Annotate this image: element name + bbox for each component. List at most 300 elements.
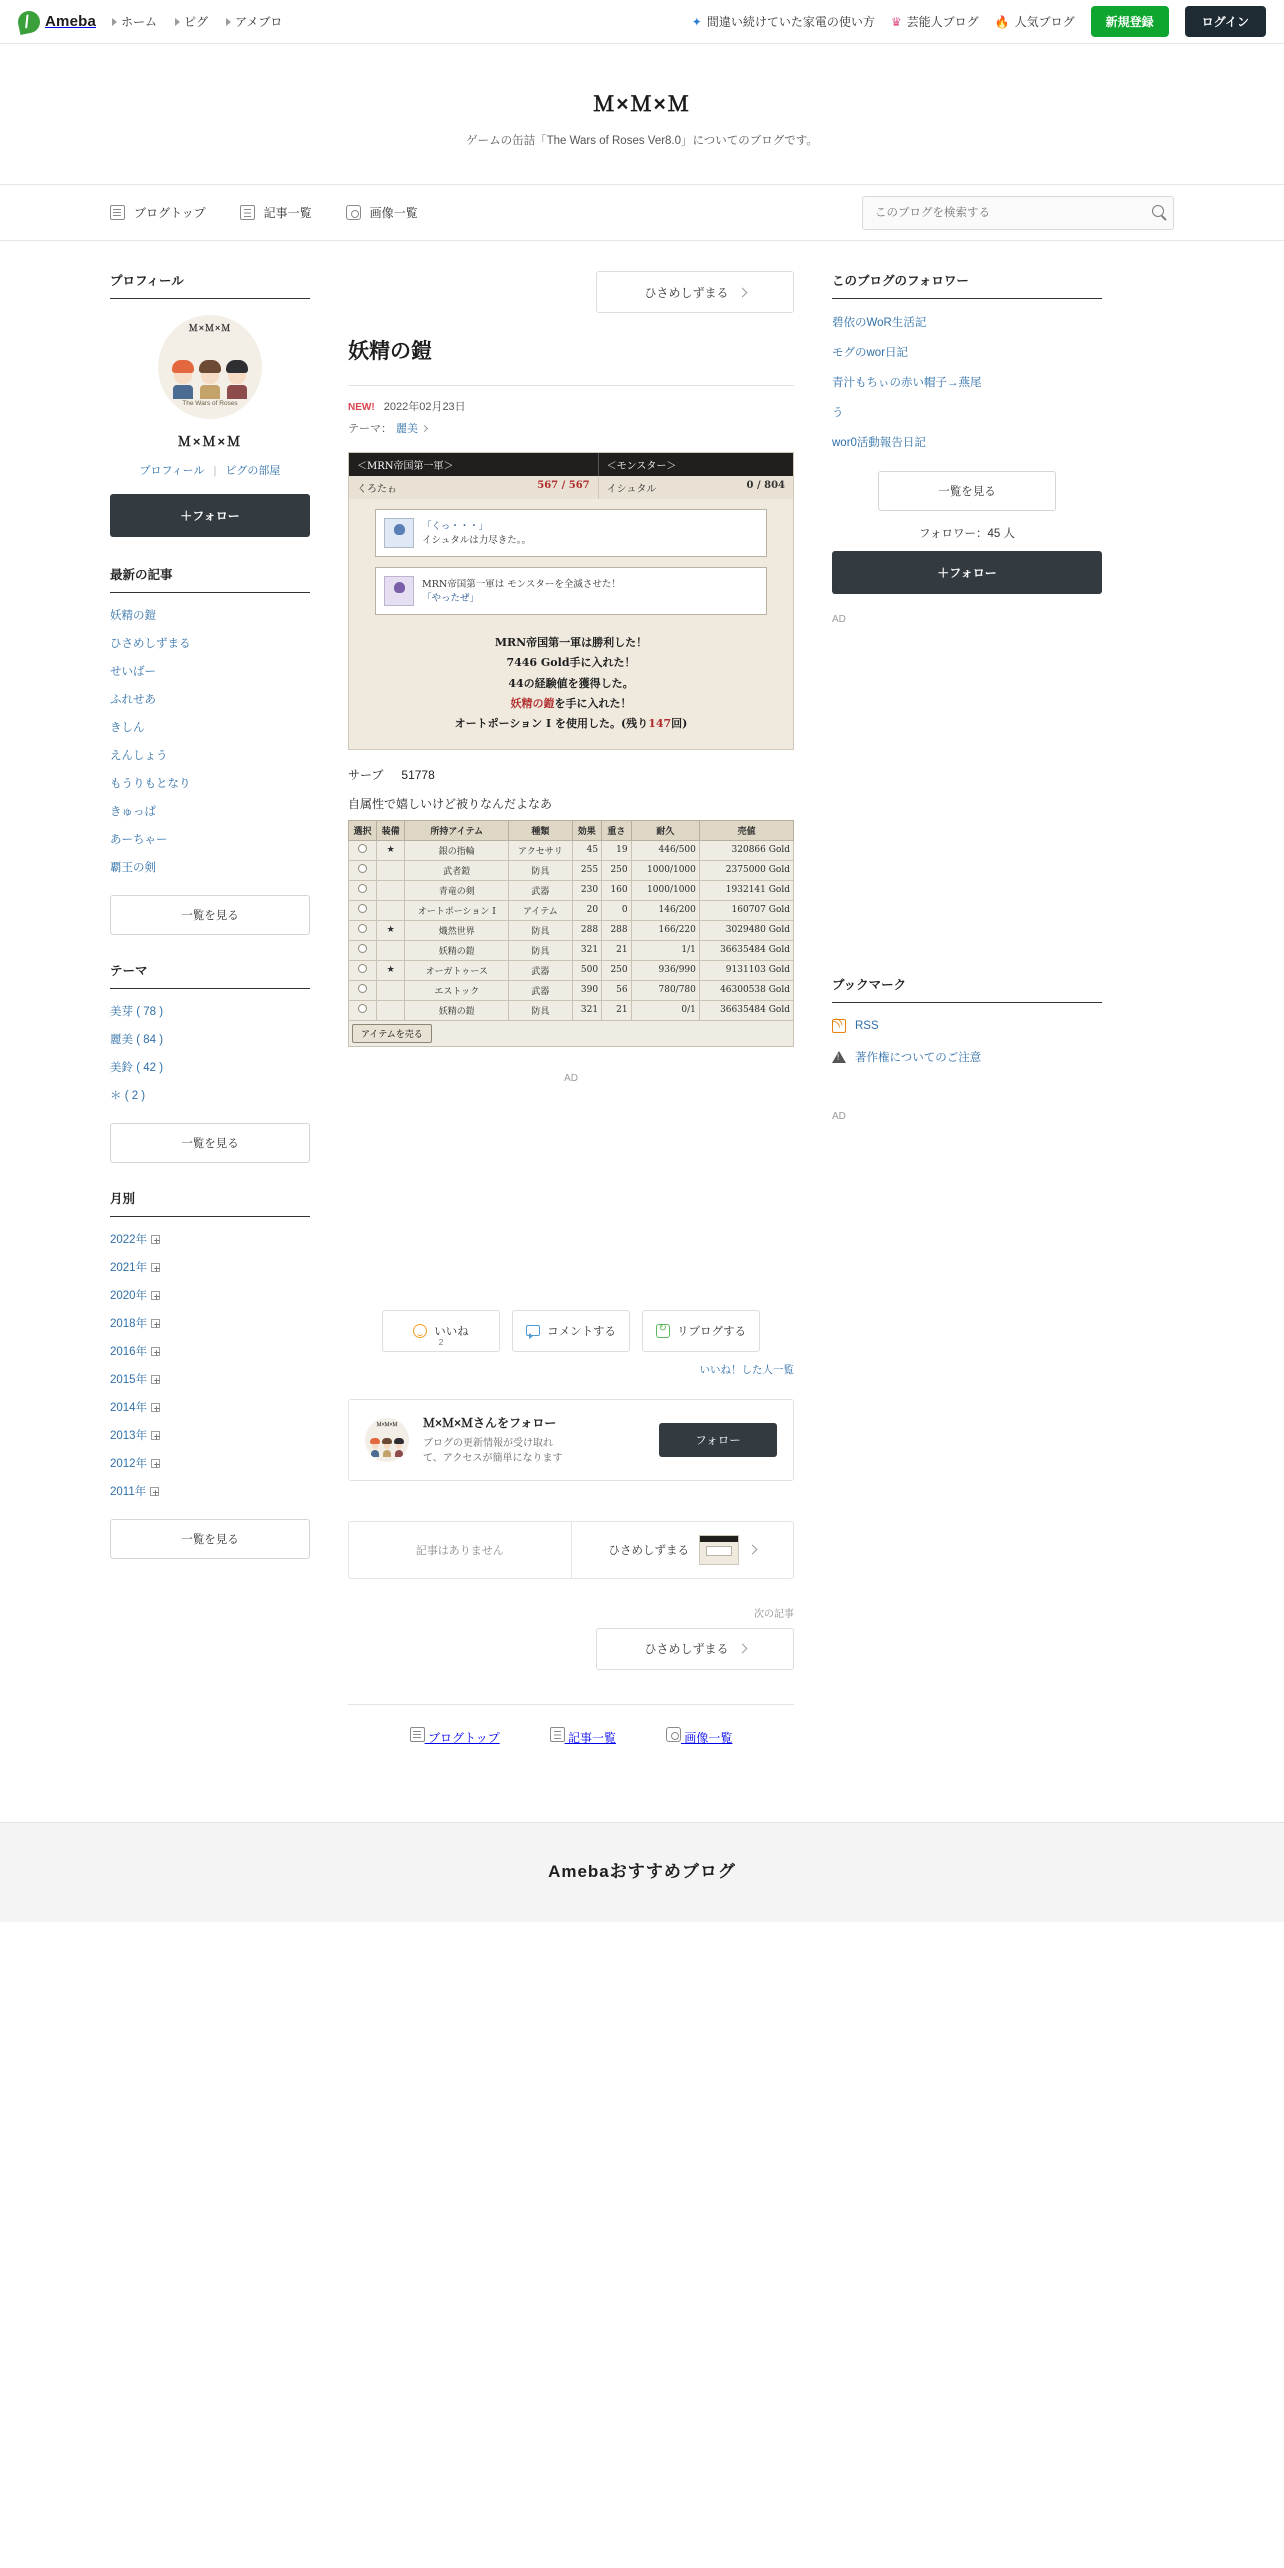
bottomnav-label: ブログトップ [427,1730,500,1745]
blognav-item-blogtop[interactable] [110,204,206,221]
row-type-cell: 武器 [509,980,572,1000]
row-weight-cell: 250 [602,860,632,880]
bottomnav-item-entrylist[interactable] [550,1727,616,1746]
page-grid [0,241,1284,1768]
expand-plus-icon[interactable] [150,1487,159,1496]
theme-link[interactable]: ＊ ( 2 ) [110,1090,146,1102]
avatar-character [370,1438,380,1457]
month-link[interactable]: 2012年 [110,1458,148,1470]
follow-card [348,1399,794,1481]
monthly-more-button[interactable]: 一覧を見る [110,1519,310,1559]
expand-plus-icon[interactable] [151,1459,160,1468]
result-item-suffix: を手に入れた！ [554,697,632,711]
row-select-cell[interactable] [349,980,377,1000]
row-price-cell: 3029480 Gold [699,920,793,940]
row-durability-cell: 166/220 [631,920,699,940]
row-type-cell: 武器 [509,960,572,980]
table-row[interactable] [349,980,794,1000]
profile-name: Ｍ×Ｍ×Ｍ [177,434,243,449]
global-header [0,0,1284,44]
recent-entries-list [110,601,310,881]
avatar-title: Ｍ×Ｍ×Ｍ [376,1421,398,1428]
bookmark-item-rss[interactable] [832,1011,1102,1041]
triangle-icon [175,18,180,26]
column-header-weight: 重さ [602,820,632,840]
chevron-right-icon [737,287,747,297]
avatar-characters [172,353,248,399]
row-type-cell: 武器 [509,880,572,900]
promo-celebrity-blogs[interactable] [891,13,979,30]
recent-entry-link[interactable]: ふれせあ [110,694,156,706]
liked-users-link-wrap [348,1362,794,1377]
table-footer-row [349,1020,794,1046]
list-item[interactable] [832,367,1102,397]
profile-heading: プロフィール [110,271,310,299]
result-item-name: 妖精の鎧 [510,697,555,711]
follower-link[interactable]: wor0活動報告日記 [832,437,926,449]
row-item-cell: 青竜の剣 [405,880,509,900]
reblog-button[interactable] [642,1310,760,1352]
blognav-label: 画像一覧 [369,206,418,220]
left-sidebar [110,271,310,1585]
message-text [422,518,531,548]
next-entry-thumbnail [699,1535,739,1565]
table-row[interactable] [349,1000,794,1020]
search-icon[interactable] [1152,205,1164,217]
bookmark-item-copyright[interactable] [832,1041,1102,1073]
comment-icon [526,1325,540,1336]
list-item[interactable] [110,1449,310,1477]
column-header-durability: 耐久 [631,820,699,840]
next-entry-caption: 次の記事 [754,1608,794,1620]
profile-link[interactable]: プロフィール [139,465,205,477]
month-link[interactable]: 2013年 [110,1430,148,1442]
message-line: 「やったぜ」 [422,593,480,604]
follow-button-right[interactable]: ＋フォロー [832,551,1102,594]
result-line: 7446 Gold手に入れた！ [506,656,636,670]
recent-entry-link[interactable]: ひさめしずまる [110,638,191,650]
month-link[interactable]: 2014年 [110,1402,148,1414]
entry-theme [348,420,794,436]
followers-more-button[interactable]: 一覧を見る [878,471,1056,511]
list-icon [240,205,255,220]
row-price-cell: 1932141 Gold [699,880,793,900]
row-item-cell: オーガトゥース [405,960,509,980]
rss-icon [832,1019,846,1033]
list-item[interactable] [110,797,310,825]
ameba-logo-text: Ameba [45,13,97,30]
table-row[interactable] [349,900,794,920]
list-item[interactable] [110,1225,310,1253]
theme-link[interactable]: 美芽 ( 78 ) [110,1006,164,1018]
row-equip-cell: ★ [377,960,405,980]
footer-title: Amebaおすすめブログ [548,1861,736,1881]
row-select-cell[interactable] [349,920,377,940]
row-weight-cell: 21 [602,1000,632,1020]
next-entry-button-top[interactable] [596,271,794,313]
avatar-character [199,360,221,399]
expand-plus-icon[interactable] [151,1347,160,1356]
serve-label: サーブ [348,767,384,782]
column-header-item: 所持アイテム [405,820,509,840]
avatar [158,315,262,419]
bookmark-label[interactable]: RSS [855,1020,879,1032]
row-effect-cell: 45 [572,840,602,860]
smiley-icon [413,1324,427,1338]
recent-entries-heading: 最新の記事 [110,565,310,593]
nav-item-ameblo[interactable] [226,13,282,30]
avatar-character [172,360,194,399]
warning-icon [832,1051,846,1063]
row-select-cell[interactable] [349,900,377,920]
list-item[interactable] [110,1253,310,1281]
list-item[interactable] [110,713,310,741]
list-item[interactable] [110,1053,310,1081]
comment-button[interactable] [512,1310,630,1352]
ad-label-right-1: AD [832,614,846,625]
expand-plus-icon[interactable] [151,1375,160,1384]
row-durability-cell: 446/500 [631,840,699,860]
list-item[interactable] [110,741,310,769]
list-item[interactable] [832,427,1102,457]
row-effect-cell: 321 [572,940,602,960]
row-item-cell: オートポーション I [405,900,509,920]
table-row[interactable] [349,920,794,940]
fire-icon: 🔥 [994,14,1010,29]
next-entry-link[interactable] [571,1522,794,1578]
row-price-cell: 2375000 Gold [699,860,793,880]
hp-row [349,476,793,499]
list-item[interactable] [110,1365,310,1393]
recent-entries-more-button[interactable]: 一覧を見る [110,895,310,935]
potion-line: オートポーション I を使用した。(残り [454,717,649,731]
recent-entry-link[interactable]: せいばー [110,666,156,678]
serve-value: 51778 [401,767,435,782]
row-select-cell[interactable] [349,840,377,860]
follow-card-button[interactable]: フォロー [659,1423,777,1457]
radio-icon[interactable] [358,984,367,993]
avatar-character [382,1438,392,1457]
new-badge: NEW! [348,402,375,413]
row-type-cell: 防具 [509,920,572,940]
recent-entry-link[interactable]: あーちゃー [110,834,168,846]
chevron-right-icon [737,1644,747,1654]
follower-link[interactable]: 青汁もちぃの赤い帽子→燕尾 [832,377,982,389]
sell-button-cell [349,1020,794,1046]
main-content [348,271,794,1768]
list-item[interactable] [110,685,310,713]
battle-message-1 [375,509,767,557]
party-name: くろたゎ [357,484,397,495]
follower-link[interactable]: う [832,407,844,419]
row-type-cell: 防具 [509,860,572,880]
list-item[interactable] [110,1025,310,1053]
like-button[interactable] [382,1310,500,1352]
header-right-group [692,6,1266,37]
recent-entry-link[interactable]: きしん [110,722,145,734]
blognav-item-imagelist[interactable] [346,204,418,221]
next-entry-button-bottom[interactable] [596,1628,794,1670]
row-price-cell: 320866 Gold [699,840,793,860]
promo-label: 人気ブログ [1014,15,1075,29]
blog-title-band [0,44,1284,185]
table-row[interactable] [349,860,794,880]
table-header-row [349,820,794,840]
nav-label: アメブロ [235,15,283,29]
camera-icon [666,1727,681,1742]
list-item[interactable] [110,601,310,629]
recent-entry-link[interactable]: きゅっぱ [110,806,156,818]
followers-heading: このブログのフォロワー [832,271,1102,299]
row-equip-cell [377,900,405,920]
blognav-item-entrylist[interactable] [240,204,312,221]
follower-count: フォロワー：45 人 [919,528,1015,540]
theme-link[interactable]: 美鈴 ( 42 ) [110,1062,164,1074]
party-hp [349,476,598,499]
avatar [365,1418,409,1462]
expand-plus-icon[interactable] [151,1235,160,1244]
result-line: 44の経験値を獲得した。 [508,676,634,690]
row-effect-cell: 288 [572,920,602,940]
row-durability-cell: 780/780 [631,980,699,1000]
message-line: 「くっ・・・」 [422,521,489,532]
entry-theme-link[interactable]: 麗美 [396,423,418,435]
row-item-cell: 武者鎧 [405,860,509,880]
row-durability-cell: 936/990 [631,960,699,980]
radio-icon[interactable] [358,1004,367,1013]
list-item[interactable] [110,657,310,685]
row-item-cell: 銀の指輪 [405,840,509,860]
list-item[interactable] [110,769,310,797]
list-item[interactable] [832,307,1102,337]
like-label: いいね [434,1325,469,1338]
nav-item-home[interactable] [112,13,157,30]
bookmark-label[interactable]: 著作権についてのご注意 [855,1052,982,1064]
party-header: ＜MRN帝国第一軍＞ [357,461,454,472]
expand-plus-icon[interactable] [151,1291,160,1300]
sparkle-icon: ✦ [691,14,702,29]
radio-icon[interactable] [358,964,367,973]
next-entry-label: ひさめしずまる [644,285,729,300]
expand-plus-icon[interactable] [151,1319,160,1328]
radio-icon[interactable] [358,844,367,853]
row-equip-cell [377,940,405,960]
follower-link[interactable]: モグのwor日記 [832,347,909,359]
like-count: 2 [438,1336,444,1347]
leaf-icon [16,8,42,34]
list-item[interactable] [110,1081,310,1109]
battle-message-2 [375,567,767,615]
recent-entry-link[interactable]: もうりもとなり [110,778,191,790]
blognav-label: ブログトップ [134,206,206,220]
list-item[interactable] [832,337,1102,367]
avatar-characters [370,1435,404,1457]
month-link[interactable]: 2021年 [110,1262,148,1274]
row-effect-cell: 20 [572,900,602,920]
signup-button[interactable]: 新規登録 [1091,6,1169,37]
row-equip-cell [377,1000,405,1020]
list-item[interactable] [832,397,1102,427]
recent-entry-link[interactable]: えんしょう [110,750,168,762]
month-link[interactable]: 2015年 [110,1374,148,1386]
sell-items-button[interactable]: アイテムを売る [352,1024,432,1043]
row-weight-cell: 0 [602,900,632,920]
list-item[interactable] [110,997,310,1025]
search-input[interactable] [862,196,1174,230]
avatar-subtitle: The Wars of Roses [182,400,238,407]
row-effect-cell: 255 [572,860,602,880]
potion-line-end: 回) [671,717,688,731]
nav-label: ピグ [184,15,209,29]
table-row[interactable] [349,840,794,860]
next-entry-nav-top [348,271,794,313]
radio-icon[interactable] [358,924,367,933]
bottom-nav [348,1704,794,1768]
login-button[interactable]: ログイン [1185,6,1266,37]
promo-appliance-tips[interactable] [692,13,875,30]
bottomnav-label: 記事一覧 [567,1730,616,1745]
message-line: イシュタルは力尽きた。。 [422,535,532,546]
radio-icon[interactable] [358,864,367,873]
radio-icon[interactable] [358,944,367,953]
row-durability-cell: 1000/1000 [631,860,699,880]
list-icon [550,1727,565,1742]
follow-card-text [423,1414,645,1466]
bottomnav-item-imagelist[interactable] [666,1727,732,1746]
table-row[interactable] [349,940,794,960]
row-select-cell[interactable] [349,1000,377,1020]
recent-entry-link[interactable]: 妖精の鎧 [110,610,156,622]
table-row[interactable] [349,960,794,980]
month-link[interactable]: 2016年 [110,1346,148,1358]
row-price-cell: 160707 Gold [699,900,793,920]
next-entry-title: ひさめしずまる [608,1544,689,1557]
reblog-icon [656,1324,670,1338]
row-weight-cell: 160 [602,880,632,900]
row-effect-cell: 390 [572,980,602,1000]
global-nav [112,13,282,30]
expand-plus-icon[interactable] [151,1431,160,1440]
character-sprite-icon [384,576,414,606]
crown-icon: ♛ [890,14,902,29]
radio-icon[interactable] [358,884,367,893]
row-select-cell[interactable] [349,860,377,880]
pigg-room-link[interactable]: ピグの部屋 [225,465,281,477]
row-weight-cell: 21 [602,940,632,960]
row-effect-cell: 321 [572,1000,602,1020]
message-line: MRN帝国第一軍は モンスターを全滅させた！ [422,579,621,590]
recent-entry-link[interactable]: 覇王の剣 [110,862,156,874]
entry-body-text: 自属性で嬉しいけど被りなんだよなあ [348,796,553,811]
liked-users-link[interactable]: いいね！した人一覧 [699,1363,794,1376]
entry-meta [348,398,794,414]
row-equip-cell: ★ [377,920,405,940]
theme-link[interactable]: 麗美 ( 84 ) [110,1034,164,1046]
doc-icon [110,205,125,220]
monster-hp-value: 0 / 804 [746,480,785,491]
row-price-cell: 36635484 Gold [699,1000,793,1020]
reblog-label: リブログする [677,1325,746,1338]
bottomnav-label: 画像一覧 [684,1730,733,1745]
list-item[interactable] [110,853,310,881]
entry-date: 2022年02月23日 [383,401,466,413]
row-durability-cell: 1/1 [631,940,699,960]
monster-name: イシュタル [606,484,657,495]
table-body [349,840,794,1046]
row-type-cell: アクセサリ [509,840,572,860]
party-hp-value: 567 / 567 [537,480,590,491]
nav-item-pigg[interactable] [175,13,208,30]
list-item[interactable] [110,1309,310,1337]
camera-icon [346,205,361,220]
list-item[interactable] [110,629,310,657]
avatar-character [226,360,248,399]
column-header-type: 種類 [509,820,572,840]
promo-popular-blogs[interactable] [995,13,1075,30]
month-link[interactable]: 2020年 [110,1290,148,1302]
month-link[interactable]: 2018年 [110,1318,148,1330]
row-type-cell: アイテム [509,900,572,920]
row-select-cell[interactable] [349,940,377,960]
list-item[interactable] [110,1393,310,1421]
row-effect-cell: 230 [572,880,602,900]
row-weight-cell: 250 [602,960,632,980]
page-title: Ｍ×Ｍ×Ｍ [593,93,691,116]
divider: | [213,465,217,477]
month-link[interactable]: 2011年 [110,1486,147,1498]
list-item[interactable] [110,1337,310,1365]
ad-label-main: AD [564,1072,578,1084]
table-row[interactable] [349,880,794,900]
follow-card-name: Ｍ×Ｍ×Ｍさんをフォロー [423,1415,557,1430]
row-weight-cell: 288 [602,920,632,940]
ameba-logo[interactable] [18,11,96,33]
blog-nav [0,185,1284,241]
triangle-icon [112,18,117,26]
theme-list [110,997,310,1109]
radio-icon[interactable] [358,904,367,913]
row-effect-cell: 500 [572,960,602,980]
bookmark-heading: ブックマーク [832,975,1102,1003]
next-entry-label: ひさめしずまる [644,1642,729,1657]
game-screenshot [348,452,794,750]
entry-title: 妖精の鎧 [348,335,794,386]
row-equip-cell [377,880,405,900]
expand-plus-icon[interactable] [151,1263,160,1272]
list-item[interactable] [110,1281,310,1309]
column-header-select: 選択 [349,820,377,840]
list-item[interactable] [110,1421,310,1449]
row-type-cell: 防具 [509,940,572,960]
month-link[interactable]: 2022年 [110,1234,148,1246]
row-price-cell: 36635484 Gold [699,940,793,960]
row-select-cell[interactable] [349,960,377,980]
nav-label: ホーム [121,15,158,29]
expand-plus-icon[interactable] [151,1403,160,1412]
bottomnav-item-blogtop[interactable] [410,1727,500,1746]
list-item[interactable] [110,1477,310,1505]
row-item-cell: 妖精の鎧 [405,940,509,960]
list-item[interactable] [110,825,310,853]
theme-more-button[interactable]: 一覧を見る [110,1123,310,1163]
follower-link[interactable]: 碧依のWoR生活記 [832,317,927,329]
row-price-cell: 46300538 Gold [699,980,793,1000]
monster-header: ＜モンスター＞ [598,453,793,476]
follow-button[interactable]: ＋フォロー [110,494,310,537]
row-item-cell: 熾然世界 [405,920,509,940]
avatar-title: Ｍ×Ｍ×Ｍ [188,323,232,333]
row-select-cell[interactable] [349,880,377,900]
